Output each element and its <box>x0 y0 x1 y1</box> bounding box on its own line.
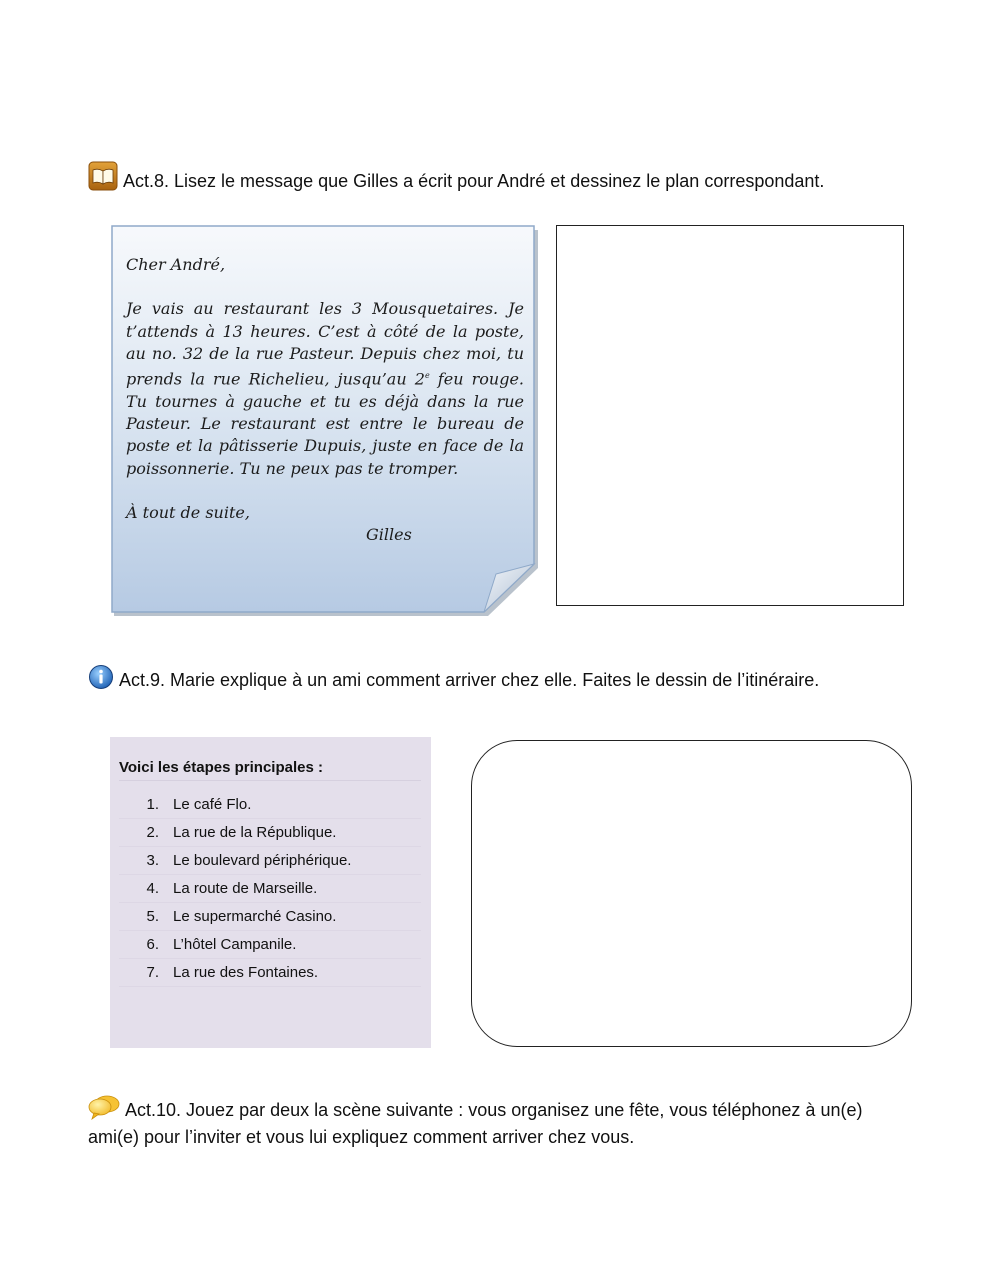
drawing-area-act8[interactable] <box>556 225 904 606</box>
speech-bubbles-icon <box>88 1094 120 1126</box>
note-closing: À tout de suite, <box>126 503 250 522</box>
act9-heading: Act.9. Marie explique à un ami comment arriver chez elle. Faites le dessin de l’itinéraire. <box>88 664 938 696</box>
list-item: 2. La rue de la République. <box>119 819 421 847</box>
list-item: 4. La route de Marseille. <box>119 875 421 903</box>
drawing-area-act9[interactable] <box>471 740 912 1047</box>
book-icon <box>88 161 118 197</box>
list-item: 7. La rue des Fontaines. <box>119 959 421 987</box>
list-item: 5. Le supermarché Casino. <box>119 903 421 931</box>
act8-heading: Act.8. Lisez le message que Gilles a écrit pour André et dessinez le plan correspondant. <box>88 161 938 197</box>
message-note <box>110 224 538 618</box>
steps-title: Voici les étapes principales : <box>119 759 421 781</box>
act10-heading: Act.10. Jouez par deux la scène suivante : vous organisez une fête, vous téléphonez à un(e) ami(e) pour l’inviter et vous lui expliquez comment arriver chez vous. <box>88 1094 888 1149</box>
list-item: 1. Le café Flo. <box>119 791 421 819</box>
steps-panel <box>110 737 431 1048</box>
note-signature: Gilles <box>366 525 412 545</box>
steps-list <box>119 791 421 987</box>
list-item: 3. Le boulevard périphérique. <box>119 847 421 875</box>
globe-info-icon <box>88 664 114 696</box>
note-greeting: Cher André, <box>126 255 226 274</box>
note-body: Je vais au restaurant les 3 Mousquetaires. Je t’attends à 13 heures. C’est à côté de la poste, au no. 32 de la rue Pasteur. Depuis chez moi, tu prends la rue Richelieu, jusqu’au 2e feu rouge. Tu tournes à gauche et tu es déjà dans la rue Pasteur. Le restaurant est entre le bureau de poste et la pâtisserie Dupuis, juste en face de la poissonnerie. Tu ne peux pas te tromper. <box>126 299 525 478</box>
list-item: 6. L’hôtel Campanile. <box>119 931 421 959</box>
